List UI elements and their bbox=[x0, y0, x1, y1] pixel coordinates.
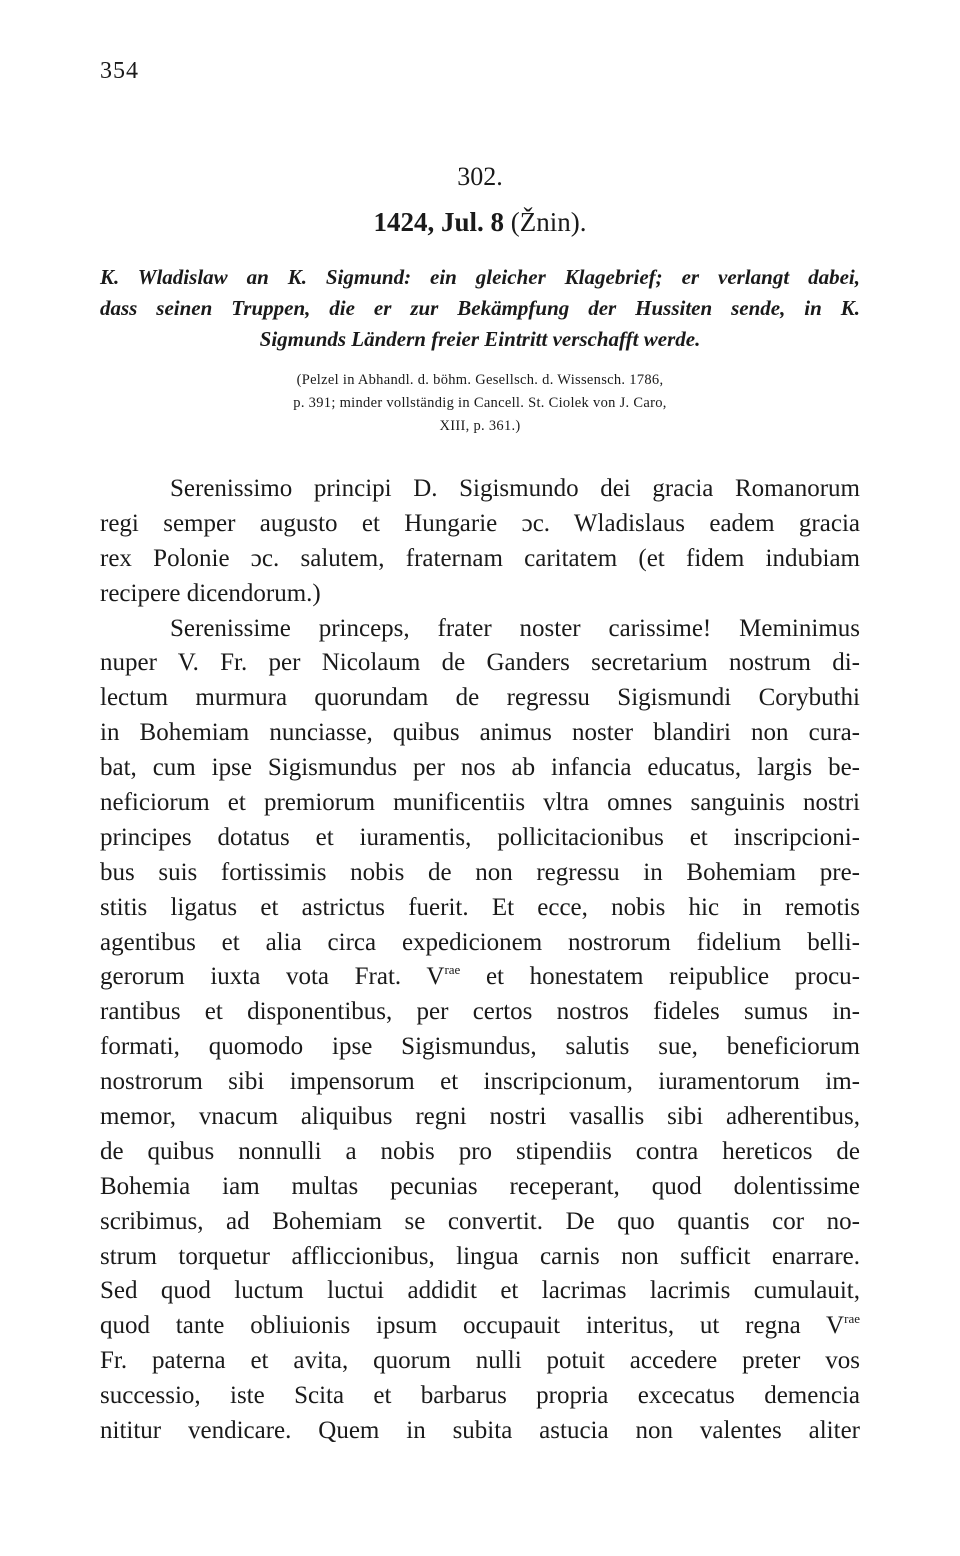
letter-line bbox=[100, 646, 860, 681]
letter-line-text: Bohemia iam multas pecunias receperant, quod dolentissime bbox=[100, 1172, 860, 1200]
letter-line-text: gerorum iuxta vota Frat. V bbox=[100, 963, 445, 991]
letter-line bbox=[100, 926, 860, 961]
date-line bbox=[0, 207, 960, 238]
letter-line-text: stitis ligatus et astrictus fuerit. Et ecce, nobis hic in remotis bbox=[100, 893, 860, 921]
letter-line-text: Serenissimo principi D. Sigismundo dei gracia Romanorum bbox=[170, 475, 860, 502]
letter-line bbox=[100, 577, 860, 612]
letter-line bbox=[100, 1414, 860, 1449]
letter-line bbox=[100, 891, 860, 926]
letter-line-text: strum torquetur affliccionibus, lingua carnis non sufficit enarrare. bbox=[100, 1242, 860, 1270]
summary-line: K. Wladislaw an K. Sigmund: ein gleicher Klagebrief; er verlangt dabei, bbox=[100, 265, 860, 289]
letter-line-text: memor, vnacum aliquibus regni nostri vasallis sibi adherentibus, bbox=[100, 1103, 860, 1131]
letter-line-text: agentibus et alia circa expedicionem nostrorum fidelium belli- bbox=[100, 928, 860, 956]
letter-line-text: rex Polonie ɔc. salutem, fraternam caritatem (et fidem indubiam bbox=[100, 544, 860, 572]
letter-line bbox=[100, 1065, 860, 1100]
letter-text bbox=[100, 472, 860, 1449]
summary-line: Sigmunds Ländern freier Eintritt verschafft werde. bbox=[259, 327, 701, 351]
letter-line bbox=[100, 507, 860, 542]
letter-line-text: successio, iste Scita et barbarus propria excecatus demencia bbox=[100, 1382, 860, 1410]
source-citation bbox=[200, 369, 760, 438]
letter-line-text: principes dotatus et iuramentis, pollicitacionibus et inscripcioni- bbox=[100, 823, 860, 851]
page-number: 354 bbox=[100, 58, 139, 84]
letter-line bbox=[100, 786, 860, 821]
letter-line bbox=[100, 1344, 860, 1379]
letter-line bbox=[100, 1030, 860, 1065]
letter-line bbox=[100, 995, 860, 1030]
letter-line-text: quod tante obliuionis ipsum occupauit interitus, ut regna V bbox=[100, 1312, 845, 1340]
letter-line bbox=[100, 472, 860, 507]
letter-line-text: nuper V. Fr. per Nicolaum de Ganders secretarium nostrum di- bbox=[100, 649, 860, 677]
letter-line bbox=[100, 612, 860, 647]
letter-line-text: scribimus, ad Bohemiam se convertit. De quo quantis cor no- bbox=[100, 1207, 860, 1235]
summary-line: dass seinen Truppen, die er zur Bekämpfung der Hussiten sende, in K. bbox=[100, 296, 860, 320]
letter-line-text: et honestatem reipublice procu- bbox=[460, 963, 860, 991]
letter-line-text: bus suis fortissimis nobis de non regressu in Bohemiam pre- bbox=[100, 858, 860, 886]
date: 1424, Jul. 8 bbox=[373, 207, 505, 237]
letter-line-text: nititur vendicare. Quem in subita astucia non valentes aliter bbox=[100, 1417, 860, 1445]
letter-line-text: in Bohemiam nunciasse, quibus animus noster blandiri non cura- bbox=[100, 719, 860, 747]
place: (Žnin). bbox=[510, 207, 587, 237]
source-line: p. 391; minder vollständig in Cancell. St. Ciolek von J. Caro, bbox=[293, 395, 667, 411]
letter-line bbox=[100, 1240, 860, 1275]
letter-line bbox=[100, 1379, 860, 1414]
letter-line bbox=[100, 1205, 860, 1240]
letter-line-text: bat, cum ipse Sigismundus per nos ab infancia educatus, largis be- bbox=[100, 754, 860, 782]
superscript-abbreviation: rae bbox=[444, 962, 461, 978]
letter-line-text: regi semper augusto et Hungarie ɔc. Wladislaus eadem gracia bbox=[100, 509, 860, 537]
letter-line bbox=[100, 751, 860, 786]
letter-line bbox=[100, 1274, 860, 1309]
letter-line bbox=[100, 1100, 860, 1135]
letter-line-text: nostrorum sibi impensorum et inscripcionum, iuramentorum im- bbox=[100, 1068, 860, 1096]
superscript-abbreviation: rae bbox=[844, 1311, 860, 1327]
letter-line-text: lectum murmura quorundam de regressu Sigismundi Corybuthi bbox=[100, 684, 860, 712]
letter-line bbox=[100, 1135, 860, 1170]
letter-line-text: neficiorum et premiorum munificentiis vltra omnes sanguinis nostri bbox=[100, 789, 860, 817]
letter-line bbox=[100, 960, 860, 995]
letter-line bbox=[100, 681, 860, 716]
letter-line-text: de quibus nonnulli a nobis pro stipendiis contra hereticos de bbox=[100, 1137, 860, 1165]
letter-line-text: Fr. paterna et avita, quorum nulli potuit accedere preter vos bbox=[100, 1347, 860, 1375]
letter-line-text: formati, quomodo ipse Sigismundus, salutis sue, beneficiorum bbox=[100, 1033, 860, 1061]
letter-line bbox=[100, 1170, 860, 1205]
letter-line bbox=[100, 1309, 860, 1344]
letter-line bbox=[100, 542, 860, 577]
source-line: (Pelzel in Abhandl. d. böhm. Gesellsch. d. Wissensch. 1786, bbox=[296, 372, 664, 388]
summary bbox=[100, 262, 860, 355]
letter-line-text: Sed quod luctum luctui addidit et lacrimas lacrimis cumulauit, bbox=[100, 1277, 860, 1305]
letter-line bbox=[100, 821, 860, 856]
letter-line-text: recipere dicendorum.) bbox=[100, 579, 321, 607]
letter-line bbox=[100, 856, 860, 891]
letter-line-text: Serenissime princeps, frater noster carissime! Meminimus bbox=[170, 614, 860, 642]
source-line: XIII, p. 361.) bbox=[439, 418, 521, 434]
letter-line bbox=[100, 716, 860, 751]
letter-line-text: rantibus et disponentibus, per certos nostros fideles sumus in- bbox=[100, 998, 860, 1026]
document-number: 302. bbox=[457, 162, 503, 191]
